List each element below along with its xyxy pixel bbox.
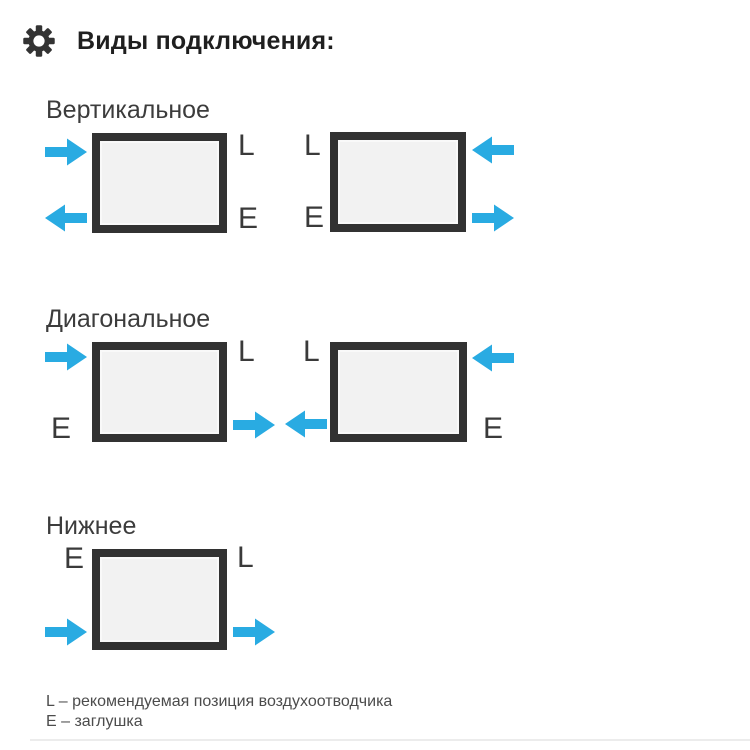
section-title-vertical: Вертикальное — [46, 96, 210, 124]
arrow-right-icon — [472, 203, 514, 233]
vent-position-label: L — [304, 129, 321, 162]
vent-position-label: L — [237, 541, 254, 574]
arrow-left-icon — [285, 409, 327, 439]
gear-icon — [22, 24, 56, 58]
arrow-right-icon — [45, 342, 87, 372]
arrow-right-icon — [45, 617, 87, 647]
radiator-rect — [92, 342, 227, 442]
plug-position-label: E — [64, 542, 85, 575]
radiator-rect — [92, 549, 227, 650]
arrow-left-icon — [45, 203, 87, 233]
arrow-left-icon — [472, 135, 514, 165]
radiator-rect — [92, 133, 227, 233]
arrow-right-icon — [45, 137, 87, 167]
arrow-right-icon — [233, 410, 275, 440]
radiator-rect — [330, 342, 467, 442]
page-title: Виды подключения: — [77, 27, 335, 55]
legend-vent: L – рекомендуемая позиция воздухоотводчика — [46, 693, 393, 710]
section-title-diagonal: Диагональное — [46, 305, 211, 333]
arrow-left-icon — [472, 343, 514, 373]
vent-position-label: L — [303, 335, 320, 368]
arrow-right-icon — [233, 617, 275, 647]
vent-position-label: L — [238, 335, 255, 368]
section-title-bottom: Нижнее — [46, 512, 137, 540]
plug-position-label: E — [238, 202, 259, 235]
vent-position-label: L — [238, 129, 255, 162]
legend-plug: E – заглушка — [46, 713, 143, 730]
plug-position-label: E — [304, 201, 325, 234]
plug-position-label: E — [51, 412, 72, 445]
plug-position-label: E — [483, 412, 504, 445]
bottom-divider — [30, 739, 750, 741]
radiator-rect — [330, 132, 466, 232]
